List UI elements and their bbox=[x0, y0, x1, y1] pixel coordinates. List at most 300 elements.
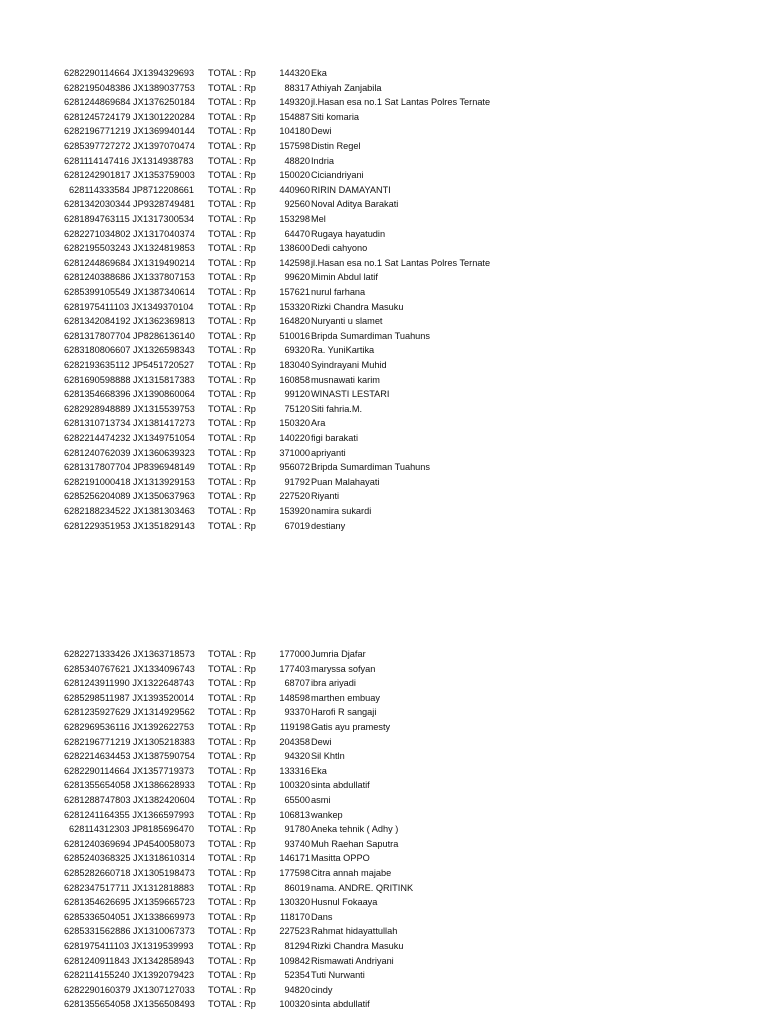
amount-value: 157598 bbox=[279, 141, 310, 151]
order-code: JX1314938783 bbox=[131, 155, 194, 166]
table-row bbox=[0, 881, 768, 896]
recipient-name: Aneka tehnik ( Adhy ) bbox=[311, 824, 399, 835]
order-code: JX1307127033 bbox=[133, 984, 195, 995]
table-row bbox=[0, 66, 768, 81]
phone-and-code bbox=[64, 489, 195, 504]
recipient-name: Mel bbox=[311, 214, 326, 224]
order-code: JX1381417273 bbox=[133, 418, 195, 429]
recipient-name: Syindrayani Muhid bbox=[311, 360, 387, 370]
total-label: TOTAL : Rp bbox=[208, 520, 256, 531]
phone-and-code bbox=[64, 197, 195, 212]
amount-value: 91792 bbox=[284, 476, 310, 487]
phone-number: 6285331562886 bbox=[64, 926, 131, 937]
table-row bbox=[0, 358, 768, 373]
amount-value: 68707 bbox=[284, 678, 310, 689]
amount-value: 94320 bbox=[284, 751, 310, 762]
phone-and-code bbox=[64, 168, 195, 183]
phone-and-code bbox=[69, 822, 194, 837]
recipient-name: musnawati karim bbox=[311, 374, 380, 385]
table-row bbox=[0, 910, 768, 925]
amount-value: 440960 bbox=[279, 184, 310, 195]
recipient-name: Noval Aditya Barakati bbox=[311, 199, 399, 210]
table-row bbox=[0, 822, 768, 837]
order-code: JX1349751054 bbox=[133, 433, 195, 443]
table-row bbox=[0, 519, 768, 534]
table-row bbox=[0, 997, 768, 1012]
amount-value: 153920 bbox=[279, 506, 310, 516]
total-label: TOTAL : Rp bbox=[208, 184, 256, 195]
table-row bbox=[0, 431, 768, 446]
total-label: TOTAL : Rp bbox=[208, 795, 256, 805]
phone-and-code bbox=[64, 954, 194, 969]
order-code: JX1334096743 bbox=[133, 663, 195, 674]
phone-and-code bbox=[64, 373, 195, 388]
table-row bbox=[0, 764, 768, 779]
recipient-name: cindy bbox=[311, 984, 333, 995]
recipient-name: figi barakati bbox=[311, 433, 358, 443]
recipient-name: Bripda Sumardiman Tuahuns bbox=[311, 462, 430, 473]
total-label: TOTAL : Rp bbox=[208, 765, 256, 776]
phone-and-code bbox=[64, 95, 195, 110]
phone-number: 6281894763115 bbox=[64, 214, 130, 224]
amount-value: 177000 bbox=[279, 649, 310, 659]
table-row bbox=[0, 314, 768, 329]
recipient-name: Indria bbox=[311, 155, 334, 166]
amount-value: 81294 bbox=[284, 941, 310, 951]
total-label: TOTAL : Rp bbox=[208, 692, 256, 703]
amount-value: 144320 bbox=[279, 68, 310, 78]
recipient-name: sinta abdullatif bbox=[311, 999, 370, 1010]
phone-number: 6281244869684 bbox=[64, 257, 131, 268]
amount-value: 146171 bbox=[279, 853, 310, 864]
order-code: JX1357719373 bbox=[132, 765, 195, 776]
recipient-name: wankep bbox=[311, 809, 343, 820]
phone-number: 6281317807704 bbox=[64, 462, 131, 473]
order-code: JX1390860064 bbox=[133, 389, 195, 400]
amount-value: 86019 bbox=[284, 882, 310, 893]
order-code: JX1351829143 bbox=[133, 520, 195, 531]
phone-and-code bbox=[64, 110, 195, 125]
order-code: JX1317300534 bbox=[132, 214, 195, 224]
order-code: JX1353759003 bbox=[133, 170, 195, 181]
total-label: TOTAL : Rp bbox=[208, 228, 256, 239]
phone-and-code bbox=[64, 691, 194, 706]
phone-and-code bbox=[64, 387, 195, 402]
table-row bbox=[0, 851, 768, 866]
recipient-name: Dedi cahyono bbox=[311, 243, 368, 254]
phone-and-code bbox=[64, 519, 195, 534]
total-label: TOTAL : Rp bbox=[208, 374, 256, 385]
table-row bbox=[0, 270, 768, 285]
table-row bbox=[0, 866, 768, 881]
total-label: TOTAL : Rp bbox=[208, 999, 256, 1010]
recipient-name: Eka bbox=[311, 765, 327, 776]
order-code: JX1315539753 bbox=[133, 403, 195, 414]
order-code: JX1301220284 bbox=[133, 111, 195, 122]
phone-and-code bbox=[64, 983, 195, 998]
order-code: JX1359665723 bbox=[133, 897, 195, 908]
recipient-name: Siti komaria bbox=[311, 111, 359, 122]
phone-number: 6282195048386 bbox=[64, 82, 131, 93]
order-code: JX1312818883 bbox=[132, 882, 195, 893]
total-label: TOTAL : Rp bbox=[208, 462, 256, 473]
table-row bbox=[0, 373, 768, 388]
phone-number: 6282214474232 bbox=[64, 433, 131, 443]
phone-and-code bbox=[64, 968, 194, 983]
recipient-name: marthen embuay bbox=[311, 692, 380, 703]
amount-value: 118170 bbox=[280, 911, 310, 922]
total-label: TOTAL : Rp bbox=[208, 97, 256, 108]
recipient-name: sinta abdullatif bbox=[311, 780, 370, 791]
amount-value: 956072 bbox=[279, 462, 310, 473]
order-code: JX1389037753 bbox=[133, 82, 195, 93]
order-code: JX1305198473 bbox=[133, 868, 195, 878]
total-label: TOTAL : Rp bbox=[208, 447, 256, 458]
phone-number: 6281235927629 bbox=[64, 707, 131, 718]
phone-and-code bbox=[64, 793, 195, 808]
table-row bbox=[0, 256, 768, 271]
amount-value: 177598 bbox=[279, 868, 310, 878]
phone-number: 6281355654058 bbox=[64, 999, 131, 1010]
phone-and-code bbox=[64, 808, 194, 823]
recipient-name: Sil Khtln bbox=[311, 751, 345, 762]
recipient-name: Citra annah majabe bbox=[311, 868, 392, 878]
phone-number: 6285256204089 bbox=[64, 491, 131, 502]
phone-and-code bbox=[64, 895, 195, 910]
order-code: JX1394329693 bbox=[132, 68, 195, 78]
table-row bbox=[0, 402, 768, 417]
order-code: JP8712208661 bbox=[132, 184, 195, 195]
total-label: TOTAL : Rp bbox=[208, 678, 256, 689]
order-code: JX1387340614 bbox=[133, 287, 195, 297]
table-row bbox=[0, 705, 768, 720]
table-row bbox=[0, 778, 768, 793]
table-row bbox=[0, 285, 768, 300]
phone-and-code bbox=[64, 256, 195, 271]
phone-number: 628114312303 bbox=[69, 824, 130, 835]
recipient-name: Bripda Sumardiman Tuahuns bbox=[311, 330, 430, 341]
phone-number: 6285282660718 bbox=[64, 868, 131, 878]
phone-and-code bbox=[64, 764, 194, 779]
total-label: TOTAL : Rp bbox=[208, 506, 256, 516]
phone-number: 6282195503243 bbox=[64, 243, 131, 254]
total-label: TOTAL : Rp bbox=[208, 722, 256, 732]
phone-and-code bbox=[64, 329, 195, 344]
recipient-name: Harofi R sangaji bbox=[311, 707, 377, 718]
order-code: JP5451720527 bbox=[132, 360, 195, 370]
table-row bbox=[0, 387, 768, 402]
phone-number: 6285336504051 bbox=[64, 911, 131, 922]
phone-number: 6281342084192 bbox=[64, 316, 131, 327]
amount-value: 227523 bbox=[279, 926, 310, 937]
order-code: JP8396948149 bbox=[133, 462, 195, 473]
total-label: TOTAL : Rp bbox=[208, 491, 256, 502]
order-code: JX1338669973 bbox=[133, 911, 195, 922]
total-label: TOTAL : Rp bbox=[208, 111, 256, 122]
phone-number: 6281310713734 bbox=[64, 418, 131, 429]
order-code: JX1315817383 bbox=[133, 374, 195, 385]
table-row bbox=[0, 227, 768, 242]
recipient-name: Distin Regel bbox=[311, 141, 361, 151]
phone-number: 6281229351953 bbox=[64, 520, 131, 531]
recipient-name: asmi bbox=[311, 795, 331, 805]
recipient-name: Dewi bbox=[311, 126, 332, 137]
phone-and-code bbox=[64, 402, 195, 417]
table-row bbox=[0, 968, 768, 983]
amount-value: 100320 bbox=[279, 780, 310, 791]
phone-number: 6281245724179 bbox=[64, 111, 131, 122]
phone-and-code bbox=[64, 910, 195, 925]
order-code: JX1356508493 bbox=[133, 999, 195, 1010]
recipient-name: Athiyah Zanjabila bbox=[311, 82, 382, 93]
table-row bbox=[0, 735, 768, 750]
phone-and-code bbox=[64, 924, 195, 939]
order-code: JX1376250184 bbox=[133, 97, 195, 108]
order-code: JX1393520014 bbox=[132, 692, 195, 703]
amount-value: 227520 bbox=[279, 491, 310, 502]
phone-number: 6281354626695 bbox=[64, 897, 131, 908]
phone-number: 6281240762039 bbox=[64, 447, 131, 458]
amount-value: 153320 bbox=[279, 301, 310, 312]
amount-value: 153298 bbox=[279, 214, 310, 224]
phone-number: 6282290114664 bbox=[64, 68, 130, 78]
phone-number: 6283180806607 bbox=[64, 345, 131, 356]
phone-and-code bbox=[64, 720, 194, 735]
order-code: JX1310067373 bbox=[133, 926, 195, 937]
total-label: TOTAL : Rp bbox=[208, 403, 256, 414]
amount-value: 109842 bbox=[279, 955, 310, 966]
order-code: JX1349370104 bbox=[131, 301, 194, 312]
recipient-name: jl.Hasan esa no.1 Sat Lantas Polres Ternate bbox=[311, 97, 491, 108]
order-code: JX1337807153 bbox=[133, 272, 195, 283]
phone-number: 6282196771219 bbox=[64, 126, 131, 137]
phone-and-code bbox=[64, 749, 195, 764]
order-code: JX1314929562 bbox=[133, 707, 195, 718]
phone-and-code bbox=[64, 270, 195, 285]
amount-value: 130320 bbox=[279, 897, 310, 908]
total-label: TOTAL : Rp bbox=[208, 780, 256, 791]
phone-and-code bbox=[69, 183, 194, 198]
recipient-name: ibra ariyadi bbox=[311, 678, 356, 689]
total-label: TOTAL : Rp bbox=[208, 126, 256, 137]
recipient-name: Rugaya hayatudin bbox=[311, 228, 386, 239]
phone-and-code bbox=[64, 866, 195, 881]
total-label: TOTAL : Rp bbox=[208, 214, 256, 224]
recipient-name: Husnul Fokaaya bbox=[311, 897, 378, 908]
phone-and-code bbox=[64, 66, 194, 81]
amount-value: 177403 bbox=[279, 663, 310, 674]
total-label: TOTAL : Rp bbox=[208, 345, 256, 356]
table-row bbox=[0, 197, 768, 212]
table-row bbox=[0, 793, 768, 808]
phone-and-code bbox=[64, 416, 195, 431]
phone-number: 6281244869684 bbox=[64, 97, 131, 108]
phone-and-code bbox=[64, 662, 195, 677]
recipient-name: WINASTI LESTARI bbox=[311, 389, 390, 400]
phone-number: 6281354668396 bbox=[64, 389, 131, 400]
order-code: JX1318610314 bbox=[133, 853, 195, 864]
order-code: JX1397070474 bbox=[133, 141, 195, 151]
phone-number: 6281243911990 bbox=[64, 678, 130, 689]
amount-value: 99620 bbox=[284, 272, 310, 283]
phone-number: 6281240911843 bbox=[64, 955, 130, 966]
recipient-name: Siti fahria.M. bbox=[311, 403, 363, 414]
total-label: TOTAL : Rp bbox=[208, 141, 256, 151]
recipient-name: Puan Malahayati bbox=[311, 476, 380, 487]
phone-and-code bbox=[64, 881, 194, 896]
total-label: TOTAL : Rp bbox=[208, 926, 256, 937]
amount-value: 65500 bbox=[284, 795, 310, 805]
order-code: JX1382420604 bbox=[133, 795, 195, 805]
phone-and-code bbox=[64, 300, 193, 315]
phone-and-code bbox=[64, 676, 194, 691]
recipient-name: Ciciandriyani bbox=[311, 170, 364, 181]
phone-number: 6282271333426 bbox=[64, 649, 131, 659]
recipient-name: destiany bbox=[311, 520, 346, 531]
order-code: JX1369940144 bbox=[133, 126, 195, 137]
recipient-name: Nuryanti u slamet bbox=[311, 316, 383, 327]
amount-value: 100320 bbox=[279, 999, 310, 1010]
phone-number: 6281242901817 bbox=[64, 170, 131, 181]
table-row bbox=[0, 837, 768, 852]
table-row bbox=[0, 720, 768, 735]
recipient-name: nurul farhana bbox=[311, 287, 366, 297]
phone-and-code bbox=[64, 939, 193, 954]
order-code: JX1392079423 bbox=[132, 970, 195, 981]
amount-value: 142598 bbox=[279, 257, 310, 268]
phone-and-code bbox=[64, 431, 195, 446]
phone-and-code bbox=[64, 343, 195, 358]
amount-value: 119198 bbox=[280, 722, 310, 732]
recipient-name: Riyanti bbox=[311, 491, 340, 502]
table-row bbox=[0, 939, 768, 954]
table-row bbox=[0, 924, 768, 939]
table-row bbox=[0, 647, 768, 662]
amount-value: 154887 bbox=[279, 111, 310, 122]
recipient-name: nama. ANDRE. QRITINK bbox=[311, 882, 414, 893]
total-label: TOTAL : Rp bbox=[208, 316, 256, 327]
phone-number: 6285397727272 bbox=[64, 141, 131, 151]
phone-number: 6282193635112 bbox=[64, 360, 130, 370]
phone-number: 6281975411103 bbox=[64, 301, 130, 312]
phone-number: 6282290114664 bbox=[64, 765, 130, 776]
recipient-name: Mimin Abdul latif bbox=[311, 272, 378, 283]
total-label: TOTAL : Rp bbox=[208, 941, 256, 951]
recipient-name: Ra. YuniKartika bbox=[311, 345, 375, 356]
amount-value: 150020 bbox=[279, 170, 310, 181]
total-label: TOTAL : Rp bbox=[208, 272, 256, 283]
total-label: TOTAL : Rp bbox=[208, 868, 256, 878]
recipient-name: namira sukardi bbox=[311, 506, 372, 516]
order-code: JX1305218383 bbox=[133, 736, 195, 747]
total-label: TOTAL : Rp bbox=[208, 911, 256, 922]
total-label: TOTAL : Rp bbox=[208, 663, 256, 674]
amount-value: 88317 bbox=[284, 82, 310, 93]
phone-and-code bbox=[64, 358, 194, 373]
table-row bbox=[0, 954, 768, 969]
amount-value: 104180 bbox=[279, 126, 310, 137]
recipient-name: Gatis ayu pramesty bbox=[311, 722, 391, 732]
phone-number: 6282928948889 bbox=[64, 403, 131, 414]
total-label: TOTAL : Rp bbox=[208, 418, 256, 429]
amount-value: 164820 bbox=[279, 316, 310, 327]
amount-value: 106813 bbox=[279, 809, 310, 820]
amount-value: 138600 bbox=[279, 243, 310, 254]
total-label: TOTAL : Rp bbox=[208, 82, 256, 93]
order-code: JP8286136140 bbox=[133, 330, 195, 341]
total-label: TOTAL : Rp bbox=[208, 476, 256, 487]
phone-number: 6282347517711 bbox=[64, 882, 130, 893]
order-code: JX1366597993 bbox=[132, 809, 195, 820]
recipient-name: Rahmat hidayattullah bbox=[311, 926, 398, 937]
amount-value: 93740 bbox=[284, 838, 310, 849]
phone-number: 6281342030344 bbox=[64, 199, 131, 210]
phone-number: 6282196771219 bbox=[64, 736, 131, 747]
order-code: JX1317040374 bbox=[133, 228, 195, 239]
phone-and-code bbox=[64, 851, 195, 866]
table-row bbox=[0, 168, 768, 183]
amount-value: 52354 bbox=[284, 970, 310, 981]
phone-and-code bbox=[64, 997, 195, 1012]
total-label: TOTAL : Rp bbox=[208, 433, 256, 443]
total-label: TOTAL : Rp bbox=[208, 287, 256, 297]
total-label: TOTAL : Rp bbox=[208, 389, 256, 400]
order-code: JX1350637963 bbox=[133, 491, 195, 502]
order-code: JP4540058073 bbox=[133, 838, 195, 849]
amount-value: 160858 bbox=[279, 374, 310, 385]
table-row bbox=[0, 676, 768, 691]
phone-number: 6282191000418 bbox=[64, 476, 131, 487]
amount-value: 69320 bbox=[284, 345, 310, 356]
phone-number: 6282214634453 bbox=[64, 751, 131, 762]
amount-value: 510016 bbox=[279, 330, 310, 341]
table-row bbox=[0, 241, 768, 256]
amount-value: 149320 bbox=[279, 97, 310, 108]
total-label: TOTAL : Rp bbox=[208, 984, 256, 995]
table-row bbox=[0, 749, 768, 764]
order-code: JP9328749481 bbox=[133, 199, 195, 210]
total-label: TOTAL : Rp bbox=[208, 649, 256, 659]
phone-and-code bbox=[64, 241, 195, 256]
table-row bbox=[0, 504, 768, 519]
table-row bbox=[0, 212, 768, 227]
phone-number: 6281355654058 bbox=[64, 780, 131, 791]
order-code: JX1386628933 bbox=[133, 780, 195, 791]
table-row bbox=[0, 300, 768, 315]
amount-value: 93370 bbox=[284, 707, 310, 718]
amount-value: 75120 bbox=[284, 403, 310, 414]
phone-and-code bbox=[64, 227, 195, 242]
phone-number: 6281114147416 bbox=[64, 155, 130, 166]
recipient-name: Rizki Chandra Masuku bbox=[311, 941, 404, 951]
order-code: JX1387590754 bbox=[133, 751, 195, 762]
phone-number: 6281975411103 bbox=[64, 941, 130, 951]
recipient-name: Ara bbox=[311, 418, 326, 429]
order-code: JX1363718573 bbox=[133, 649, 195, 659]
table-row bbox=[0, 139, 768, 154]
table-row bbox=[0, 691, 768, 706]
amount-value: 92560 bbox=[284, 199, 310, 210]
table-row bbox=[0, 124, 768, 139]
recipient-name: Eka bbox=[311, 68, 327, 78]
order-code: JX1381303463 bbox=[133, 506, 195, 516]
recipient-name: Jumria Djafar bbox=[311, 649, 366, 659]
order-code: JX1322648743 bbox=[132, 678, 195, 689]
order-code: JX1319490214 bbox=[133, 257, 195, 268]
phone-number: 6281317807704 bbox=[64, 330, 131, 341]
phone-number: 6281288747803 bbox=[64, 795, 131, 805]
table-row bbox=[0, 489, 768, 504]
